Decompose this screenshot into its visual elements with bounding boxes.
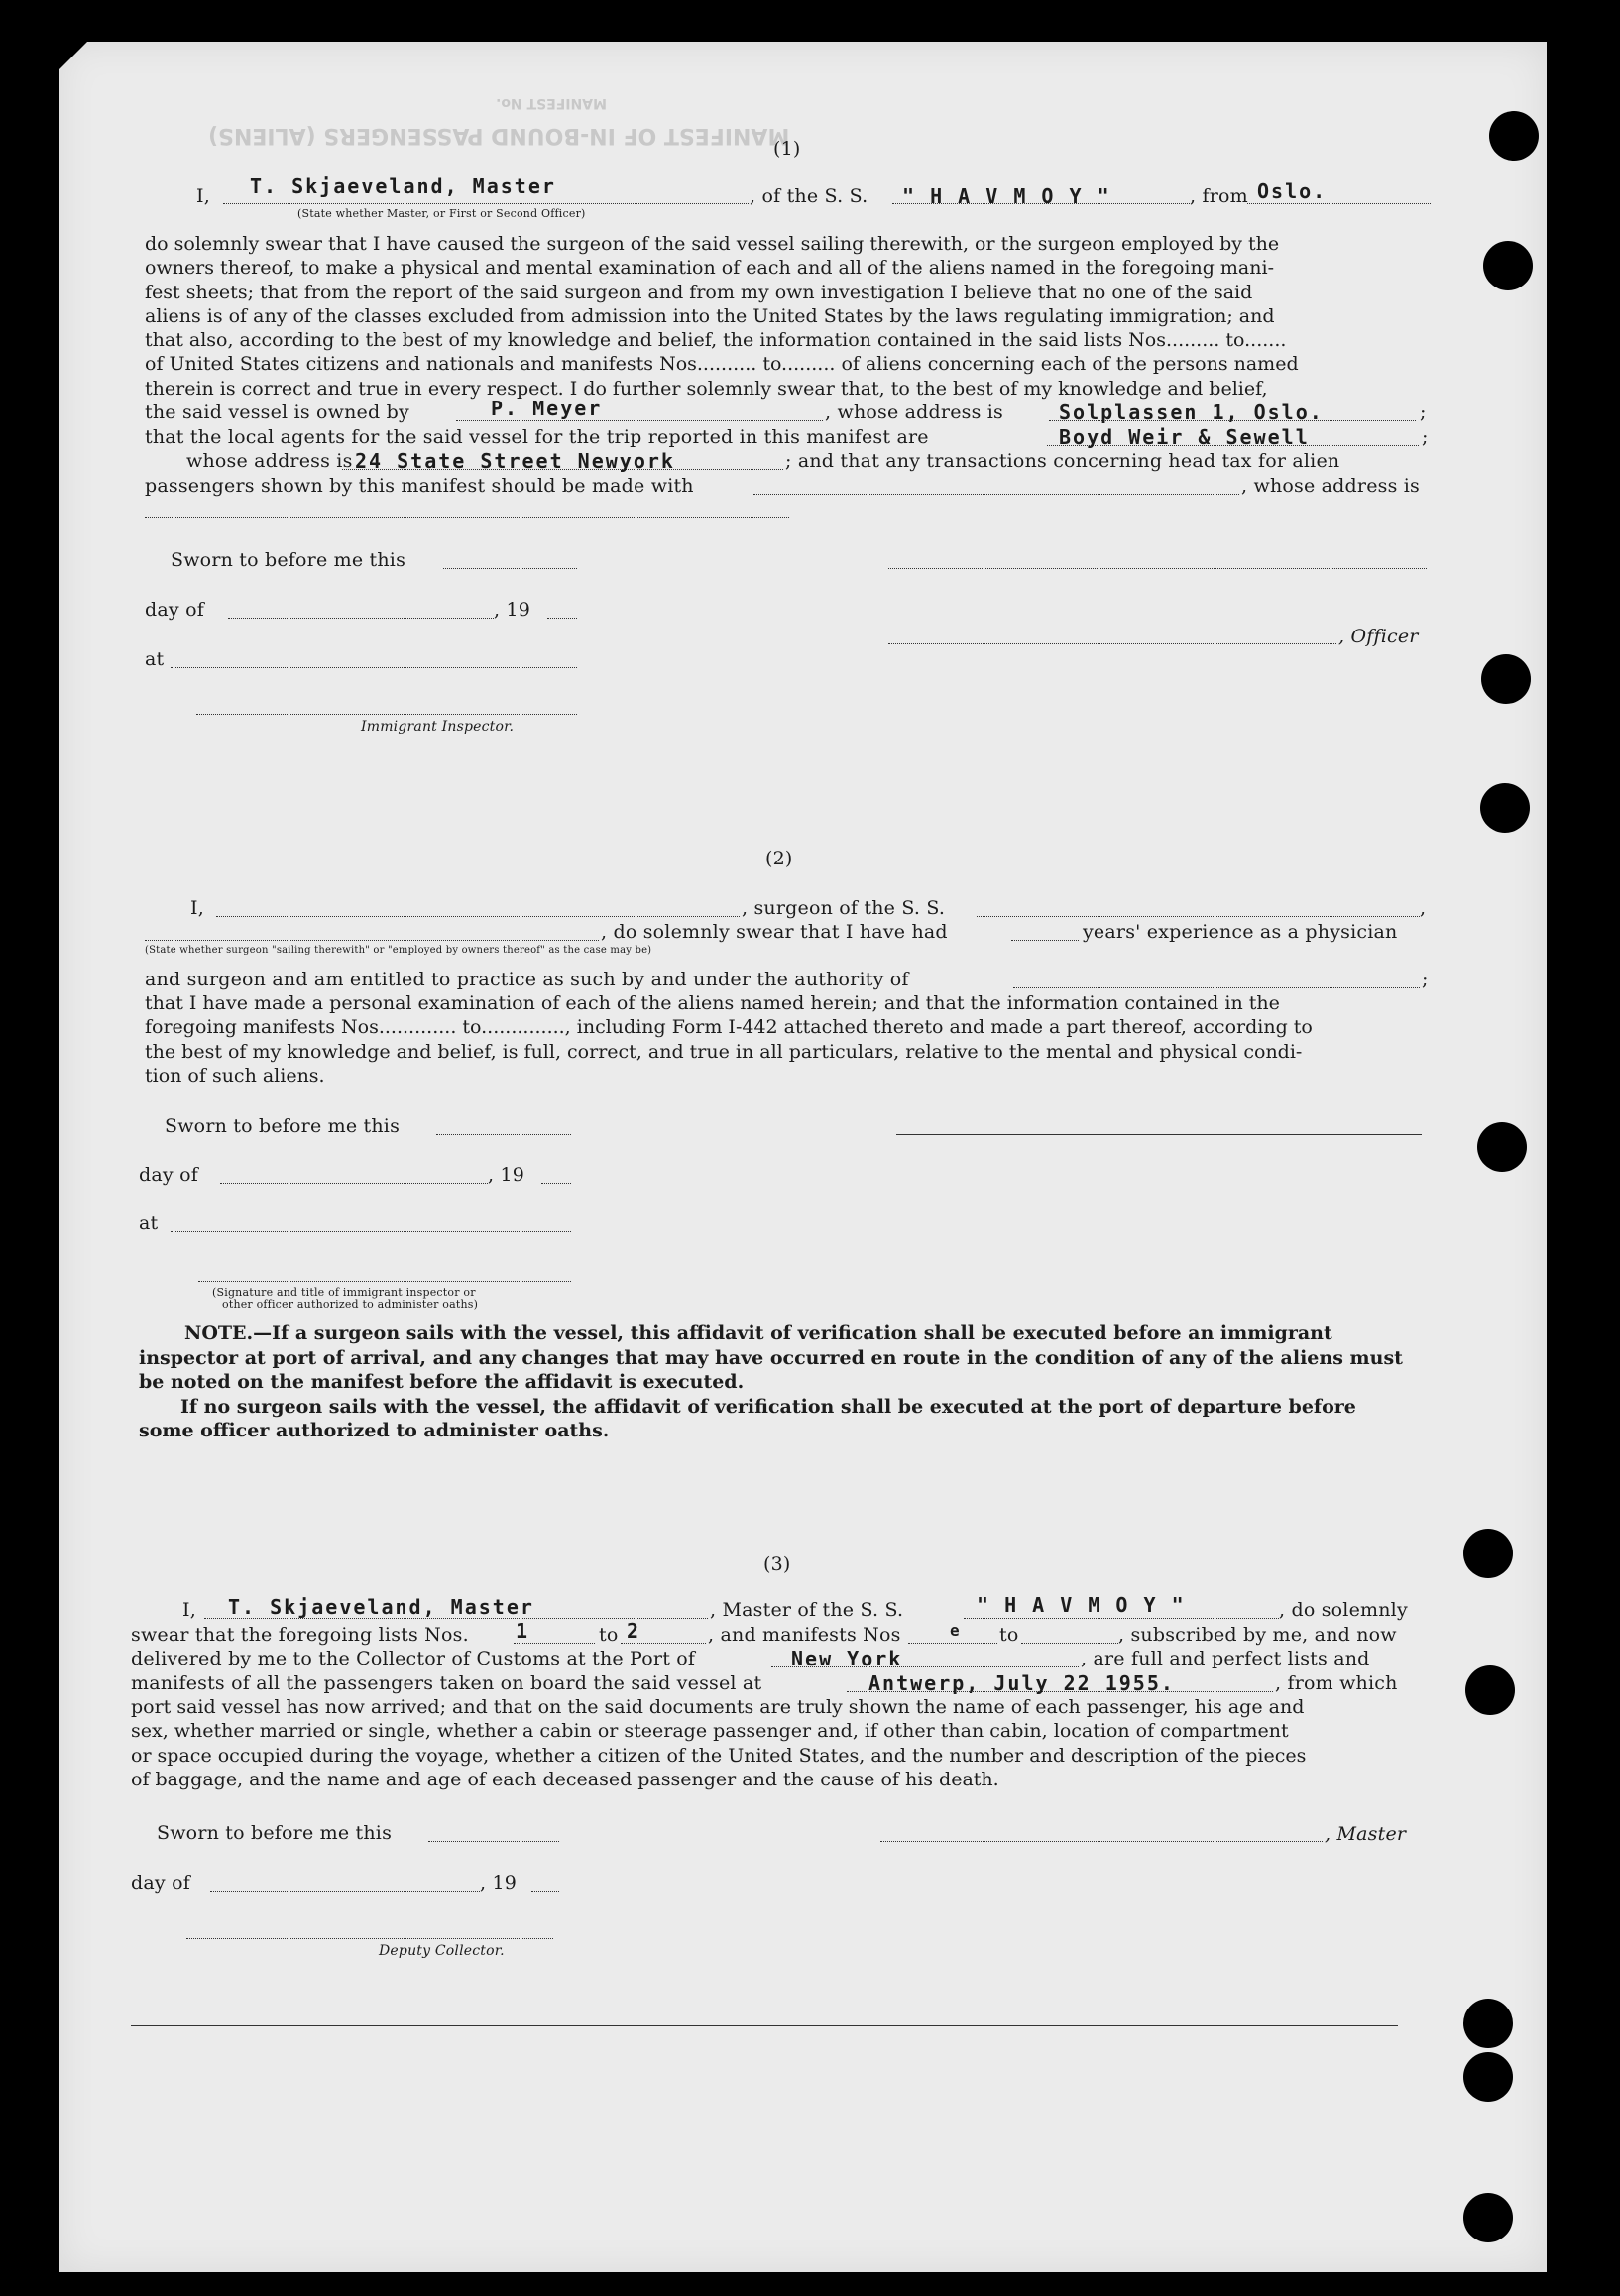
paragraph-line: owners thereof, to make a physical and mental examination of each and all of the aliens named in the foregoing mani- [145,257,1274,280]
i-label: I, [196,185,210,207]
to-label: to [599,1624,619,1646]
sworn-label: Sworn to before me this [171,549,406,571]
paragraph-line: fest sheets; that from the report of the said surgeon and from my own investigation I believe that no one of the said [145,281,1253,303]
master-signature-line [880,1841,1323,1842]
sworn-label: Sworn to before me this [157,1822,393,1844]
section-1-paragraph [145,232,1434,401]
delivered-label: delivered by me to the Collector of Customs at the Port of [131,1648,696,1669]
head-tax-label: passengers shown by this manifest should be made with [145,475,694,497]
i-label: I, [182,1599,196,1621]
sworn-line [443,568,577,569]
paragraph-line: or space occupied during the voyage, whether a citizen of the United States, and the number and description of the pieces [131,1744,1307,1767]
swear-text: , do solemnly swear that I have had [601,921,948,943]
paragraph-line: that I have made a personal examination of each of the aliens named herein; and that the information contained in the [145,992,1280,1014]
master-line [223,203,749,204]
year-value: 19 [506,599,531,621]
head-tax-line-2 [145,517,789,518]
year-label: , 19 [488,1164,525,1186]
binder-hole [1481,654,1531,704]
agents-name: Boyd Weir & Sewell [1059,425,1310,449]
officer-line [888,643,1336,644]
from-label: , from [1190,185,1248,207]
at-label: at [145,648,165,670]
paragraph-line: port said vessel has now arrived; and that on the said documents are truly shown the name of each passenger, his age and [131,1696,1305,1718]
owner-line [456,420,823,421]
surgeon-label: , surgeon of the S. S. [742,897,946,919]
bottom-rule [131,2025,1398,2026]
paragraph-line: the best of my knowledge and belief, is full, correct, and true in all particulars, relative to the mental and physical condi- [145,1040,1303,1063]
signature-caption-line: other officer authorized to administer oaths) [222,1298,479,1311]
signature-line [896,1134,1422,1135]
folded-corner [59,42,87,69]
manifests-all-label: manifests of all the passengers taken on board the said vessel at [131,1672,762,1694]
paragraph-line: of United States citizens and nationals and manifests Nos.......... to......... of aliens concerning each of the persons named [145,353,1299,376]
year-line [541,1183,571,1184]
master-caption: , Master [1325,1823,1407,1845]
signature-caption-line: (Signature and title of immigrant inspector or [212,1286,476,1299]
section-2-paragraph [145,991,1424,1088]
note-line: some officer authorized to administer oaths. [139,1420,610,1441]
binder-hole [1465,1665,1515,1715]
binder-hole [1463,1999,1513,2048]
list-from: 1 [516,1619,530,1643]
embark-place: Antwerp, July 22 1955. [868,1671,1175,1695]
manifests-label: , and manifests Nos [708,1624,901,1646]
list-from-line [514,1643,595,1644]
sworn-line [428,1841,559,1842]
binder-hole [1463,1529,1513,1578]
ghost-manifest-no: MANIFEST No. [496,95,607,111]
day-of-line [220,1183,488,1184]
section-3-number: (3) [763,1553,791,1575]
manifest-to-label: to [999,1624,1019,1646]
list-to-line [621,1643,706,1644]
paragraph-line: tion of such aliens. [145,1064,325,1087]
owned-by-label: the said vessel is owned by [145,402,409,423]
paragraph-line: that also, according to the best of my knowledge and belief, the information contained in the said lists Nos......... to....... [145,329,1287,352]
surgeon-caption: (State whether surgeon "sailing therewith" or "employed by owners thereof" as the case may be) [145,945,652,956]
sworn-line [436,1134,571,1135]
officer-signature-line [888,568,1427,569]
manifest-to-line [1021,1643,1118,1644]
semicolon: ; [1420,402,1427,423]
collector-caption: Deputy Collector. [379,1943,505,1959]
years-line [1011,940,1079,941]
note-line: NOTE.—If a surgeon sails with the vessel, this affidavit of verification shall be executed before an immigrant [184,1322,1332,1344]
head-tax-line [753,494,1239,495]
ship-name: " H A V M O Y " [977,1593,1186,1617]
day-of-line [210,1891,480,1892]
inspector-signature-line [198,1281,571,1282]
sworn-label: Sworn to before me this [165,1115,401,1137]
semicolon: ; [1422,969,1429,990]
binder-hole [1483,241,1533,290]
full-lists-label: , are full and perfect lists and [1081,1648,1370,1669]
note-line: be noted on the manifest before the affidavit is executed. [139,1371,745,1393]
binder-hole [1463,2193,1513,2242]
paragraph-line: therein is correct and true in every respect. I do further solemnly swear that, to the best of my knowledge and belief, [145,377,1268,400]
comma: , [1420,897,1427,919]
surgeon-ship-line [977,916,1420,917]
owner-address: Solplassen 1, Oslo. [1059,401,1324,424]
surgeon-name-line [216,916,740,917]
note-line: If no surgeon sails with the vessel, the affidavit of verification shall be executed at the port of departure before [180,1395,1356,1418]
ship-line [964,1618,1279,1619]
list-to: 2 [627,1619,641,1643]
year-value: 19 [500,1164,525,1186]
agents-label: that the local agents for the said vessel for the trip reported in this manifest are [145,426,929,448]
master-caption: (State whether Master, or First or Second Officer) [297,207,586,220]
authority-line [1013,987,1420,988]
authority-text: and surgeon and am entitled to practice as such by and under the authority of [145,969,909,990]
ghost-manifest-title: MANIFEST OF IN-BOUND PASSENGERS (ALIENS) [208,123,790,148]
semicolon: ; [1422,426,1429,448]
day-of-label: day of [139,1164,198,1186]
paragraph-line: aliens is of any of the classes excluded from admission into the United States by the laws regulating immigration; and [145,304,1275,327]
inspector-signature-line [196,714,577,715]
at-line [171,1231,571,1232]
from-line [1247,203,1431,204]
day-of-label: day of [145,599,204,621]
from-place: Oslo. [1257,179,1328,203]
subscribed-label: , subscribed by me, and now [1118,1624,1397,1646]
year-label: , 19 [480,1872,518,1894]
owner-name: P. Meyer [491,397,603,420]
section-2-number: (2) [765,848,793,869]
day-of-line [228,618,494,619]
agents-address: 24 State Street Newyork [355,449,675,473]
collector-signature-line [186,1938,553,1939]
agents-address-label: whose address is [186,450,353,472]
officer-caption: , Officer [1338,626,1419,647]
agents-tail: ; and that any transactions concerning head tax for alien [785,450,1340,472]
ship-name: " H A V M O Y " [902,184,1111,208]
binder-hole [1480,783,1530,833]
i-label: I, [190,897,204,919]
of-ss-label: , of the S. S. [750,185,868,207]
paragraph-line: do solemnly swear that I have caused the surgeon of the said vessel sailing therewith, or the surgeon employed by the [145,233,1280,255]
section-3-paragraph [131,1695,1416,1791]
from-which-label: , from which [1275,1672,1398,1694]
manifest-no-line [908,1643,997,1644]
year-value: 19 [492,1872,518,1894]
master-name: T. Skjaeveland, Master [228,1595,534,1619]
day-of-label: day of [131,1872,190,1894]
manifest-no: e [950,1621,962,1640]
section-1-number: (1) [773,138,801,160]
do-solemnly: , do solemnly [1279,1599,1408,1621]
year-label: , 19 [494,599,531,621]
master-of-label: , Master of the S. S. [710,1599,904,1621]
binder-hole [1489,111,1539,161]
inspector-caption: Immigrant Inspector. [361,719,515,735]
port-name: New York [791,1647,903,1670]
years-text: years' experience as a physician [1083,921,1398,943]
paragraph-line: sex, whether married or single, whether a cabin or steerage passenger and, if other than cabin, location of compartment [131,1720,1289,1743]
year-line [547,618,577,619]
binder-hole [1463,2052,1513,2102]
surgeon-status-line [145,940,599,941]
note-line: inspector at port of arrival, and any changes that may have occurred en route in the condition of any of the aliens must [139,1346,1403,1369]
year-line [531,1891,559,1892]
head-tax-tail: , whose address is [1241,475,1420,497]
lists-label: swear that the foregoing lists Nos. [131,1624,469,1646]
at-line [171,667,577,668]
at-label: at [139,1212,159,1234]
owner-address-label: , whose address is [825,402,1003,423]
paragraph-line: foregoing manifests Nos............. to.............., including Form I-442 attached thereto and made a part thereof, according to [145,1016,1313,1039]
paragraph-line: of baggage, and the name and age of each deceased passenger and the cause of his death. [131,1768,999,1790]
master-name: T. Skjaeveland, Master [250,174,556,198]
binder-hole [1477,1122,1527,1172]
note-block [139,1321,1420,1443]
